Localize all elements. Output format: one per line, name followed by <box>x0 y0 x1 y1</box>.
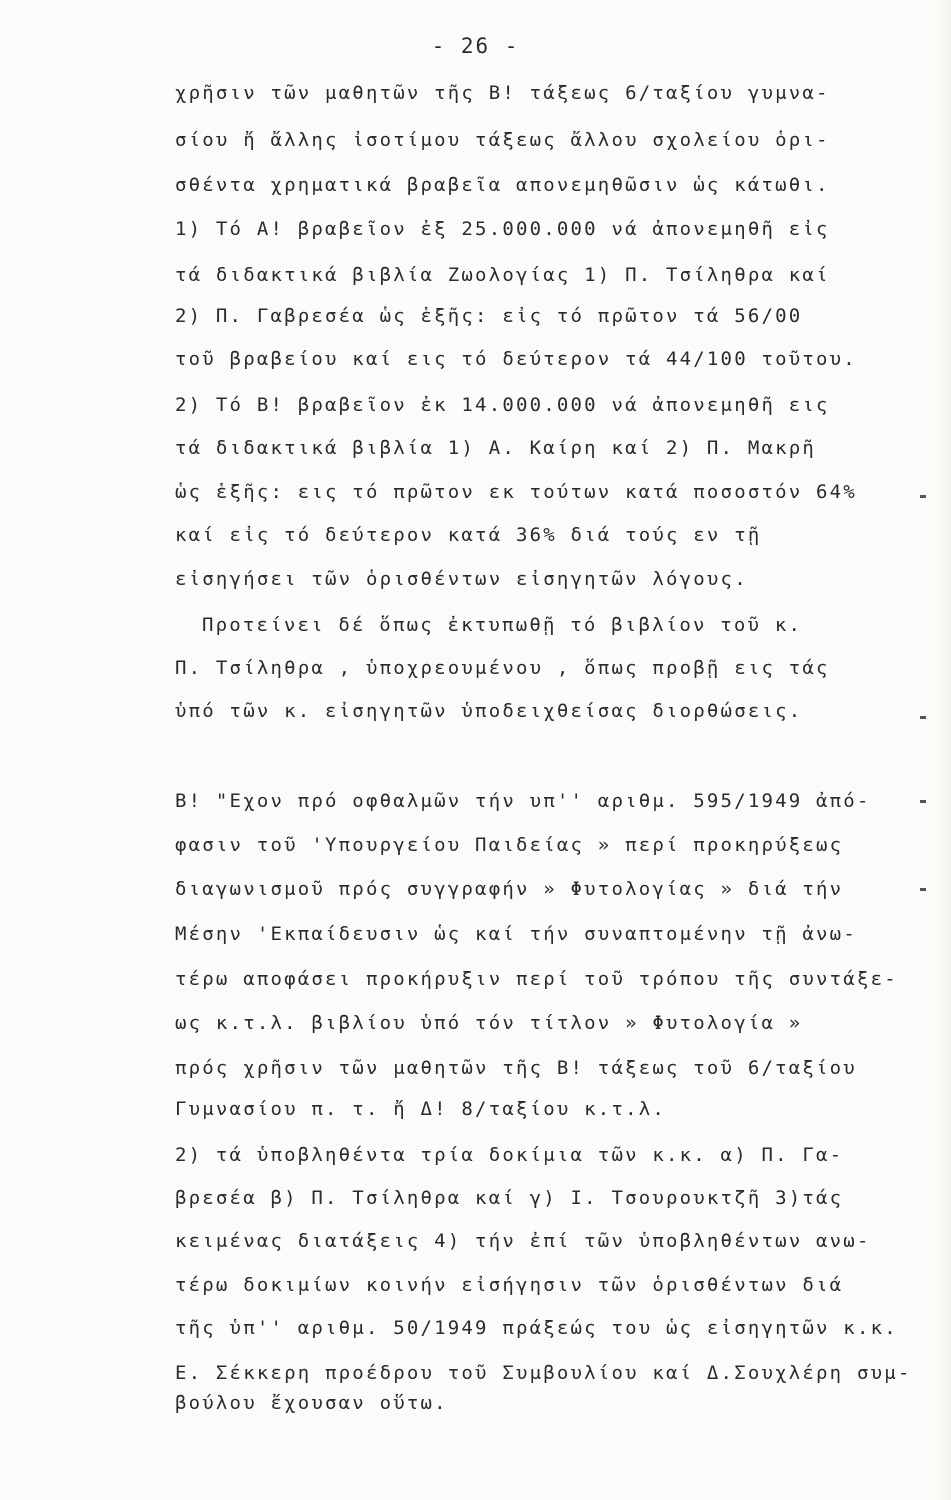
text-line-15: ὑπό τῶν κ. εἰσηγητῶν ὑποδειχθείσας διορθώσεις. <box>175 700 803 722</box>
text-line-29: Ε. Σέκκερη προέδρου τοῦ Συμβουλίου καί Δ.Σουχλέρη συμ- <box>175 1362 912 1384</box>
text-line-11: καί εἰς τό δεύτερον κατά 36% διά τούς εν τῇ <box>175 524 762 546</box>
text-line-21: ως κ.τ.λ. βιβλίου ὑπό τόν τίτλον » Φυτολογία » <box>175 1012 803 1034</box>
text-line-9: τά διδακτικά βιβλία 1) Α. Καίρη καί 2) Π. Μακρῆ <box>175 437 817 459</box>
text-line-27: τέρω δοκιμίων κοινήν εἰσήγησιν τῶν ὁρισθέντων διά <box>175 1274 844 1296</box>
text-line-24: 2) τά ὑποβληθέντα τρία δοκίμια τῶν κ.κ. α) Π. Γα- <box>175 1144 844 1166</box>
text-line-3: σθέντα χρηματικά βραβεῖα απονεμηθῶσιν ὡς κάτωθι. <box>175 174 830 196</box>
text-line-30: βούλου ἔχουσαν οὕτω. <box>175 1392 448 1414</box>
text-line-13: Προτείνει δέ ὅπως ἐκτυπωθῇ τό βιβλίον τοῦ κ. <box>202 614 803 636</box>
text-line-4: 1) Τό Α! βραβεῖον ἐξ 25.000.000 νά ἀπονεμηθῆ εἰς <box>175 218 830 240</box>
text-line-14: Π. Τσίληθρα , ὑποχρεουμένου , ὅπως προβῇ εις τάς <box>175 657 830 679</box>
text-line-8: 2) Τό Β! βραβεῖον ἐκ 14.000.000 νά ἀπονεμηθῆ εις <box>175 394 830 416</box>
text-line-23: Γυμνασίου π. τ. ἤ Δ! 8/ταξίου κ.τ.λ. <box>175 1098 667 1120</box>
text-line-16: Β! "Εχον πρό οφθαλμῶν τήν υπ'' αριθμ. 595/1949 ἀπό- <box>175 790 871 812</box>
text-line-12: εἰσηγήσει τῶν ὁρισθέντων εἰσηγητῶν λόγους. <box>175 568 748 590</box>
text-line-6: 2) Π. Γαβρεσέα ὡς ἑξῆς: εἰς τό πρῶτον τά 56/00 <box>175 305 803 327</box>
page-number: - 26 - <box>431 34 520 58</box>
scan-edge-shadow <box>935 0 951 1500</box>
text-line-1: χρῆσιν τῶν μαθητῶν τῆς Β! τάξεως 6/ταξίου γυμνα- <box>175 82 830 104</box>
text-line-22: πρός χρῆσιν τῶν μαθητῶν τῆς Β! τάξεως τοῦ 6/ταξίου <box>175 1057 857 1079</box>
margin-mark <box>920 495 926 498</box>
margin-mark <box>920 716 926 719</box>
text-line-17: φασιν τοῦ 'Υπουργείου Παιδείας » περί προκηρύξεως <box>175 834 844 856</box>
text-line-19: Μέσην 'Εκπαίδευσιν ὡς καί τήν συναπτομένην τῇ ἀνω- <box>175 923 857 945</box>
text-line-7: τοῦ βραβείου καί εις τό δεύτερον τά 44/100 τοῦτου. <box>175 348 857 370</box>
text-line-20: τέρω αποφάσει προκήρυξιν περί τοῦ τρόπου τῆς συντάξε- <box>175 968 898 990</box>
text-line-5: τά διδακτικά βιβλία Ζωολογίας 1) Π. Τσίληθρα καί <box>175 264 830 286</box>
text-line-18: διαγωνισμοῦ πρός συγγραφήν » Φυτολογίας » διά τήν <box>175 878 844 900</box>
text-line-26: κειμένας διατάξεις 4) τήν ἐπί τῶν ὑποβληθέντων ανω- <box>175 1230 871 1252</box>
text-line-10: ὡς ἑξῆς: εις τό πρῶτον εκ τούτων κατά ποσοστόν 64% <box>175 481 857 503</box>
text-line-28: τῆς ὑπ'' αριθμ. 50/1949 πράξεώς του ὡς εἰσηγητῶν κ.κ. <box>175 1317 898 1339</box>
text-line-25: βρεσέα β) Π. Τσίληθρα καί γ) Ι. Τσουρουκτζῆ 3)τάς <box>175 1187 844 1209</box>
text-line-2: σίου ἤ ἄλλης ἰσοτίμου τάξεως ἄλλου σχολείου ὁρι- <box>175 129 830 151</box>
margin-mark <box>920 800 926 803</box>
margin-mark <box>920 888 926 891</box>
